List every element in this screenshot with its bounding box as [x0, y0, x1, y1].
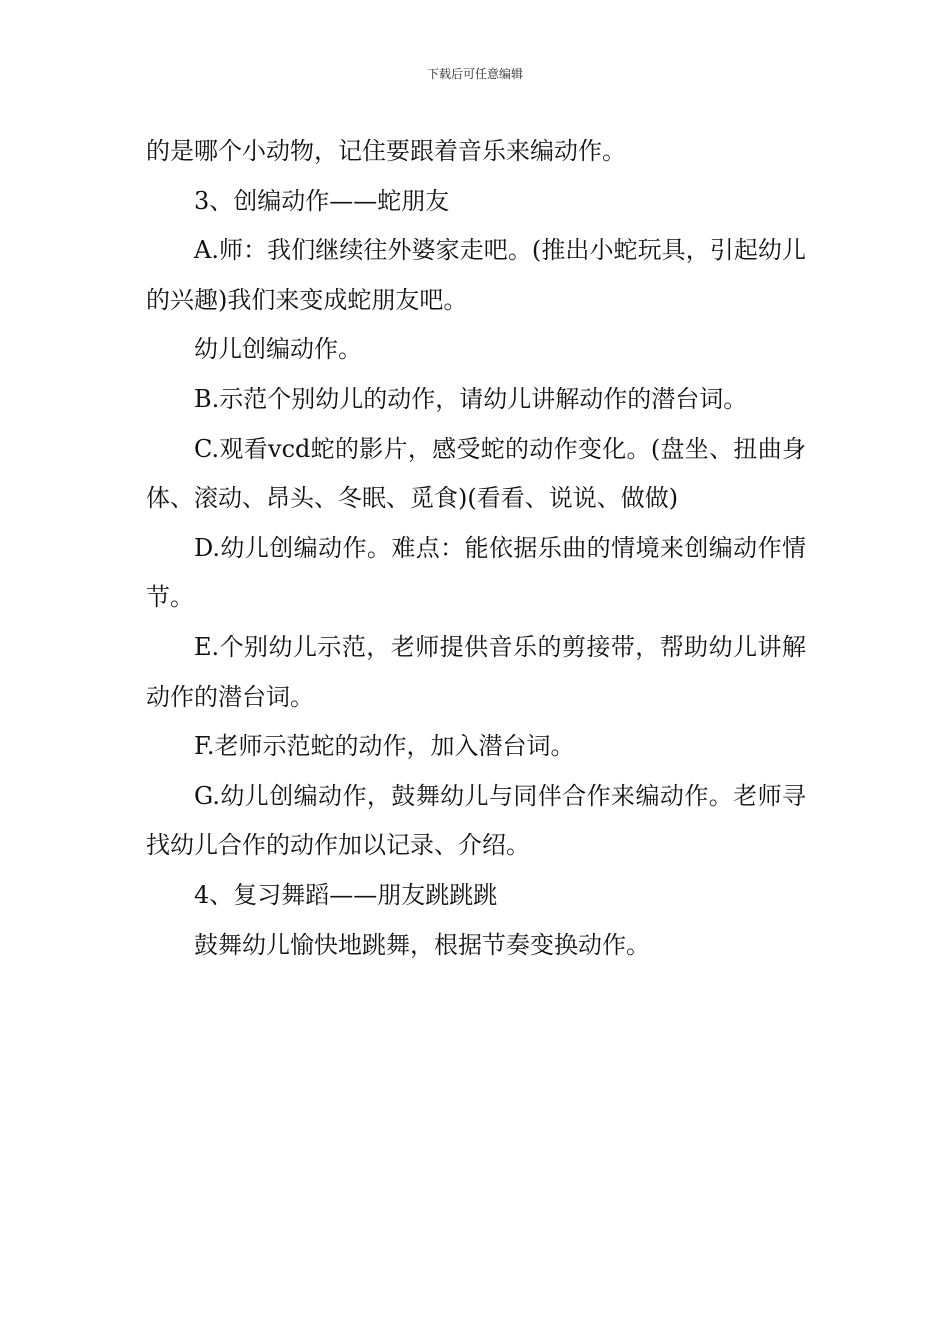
- paragraph-e: E.个别幼儿示范，老师提供音乐的剪接带，帮助幼儿讲解动作的潜台词。: [146, 632, 806, 711]
- paragraph-g: G.幼儿创编动作，鼓舞幼儿与同伴合作来编动作。老师寻找幼儿合作的动作加以记录、介绍。: [146, 781, 806, 860]
- paragraph-b: B.示范个别幼儿的动作，请幼儿讲解动作的潜台词。: [194, 384, 748, 413]
- section-heading-3: 3、创编动作——蛇朋友: [194, 186, 450, 215]
- paragraph-continuation: 的是哪个小动物，记住要跟着音乐来编动作。: [146, 137, 626, 165]
- paragraph-d: D.幼儿创编动作。难点：能依据乐曲的情境来创编动作情节。: [146, 533, 806, 612]
- paragraph-c: C.观看vcd蛇的影片，感受蛇的动作变化。(盘坐、扭曲身体、滚动、昂头、冬眠、觅食)(看看、说说、做做): [146, 434, 806, 513]
- paragraph-final: 鼓舞幼儿愉快地跳舞，根据节奏变换动作。: [194, 930, 650, 959]
- paragraph-f: F.老师示范蛇的动作，加入潜台词。: [194, 732, 575, 761]
- page-header: 下载后可任意编辑: [426, 67, 523, 81]
- paragraph-a: A.师：我们继续往外婆家走吧。(推出小蛇玩具，引起幼儿的兴趣)我们来变成蛇朋友吧。: [146, 236, 806, 314]
- document-body: [146, 127, 806, 970]
- paragraph-children-create: 幼儿创编动作。: [194, 335, 362, 364]
- section-heading-4: 4、复习舞蹈——朋友跳跳跳: [194, 880, 498, 909]
